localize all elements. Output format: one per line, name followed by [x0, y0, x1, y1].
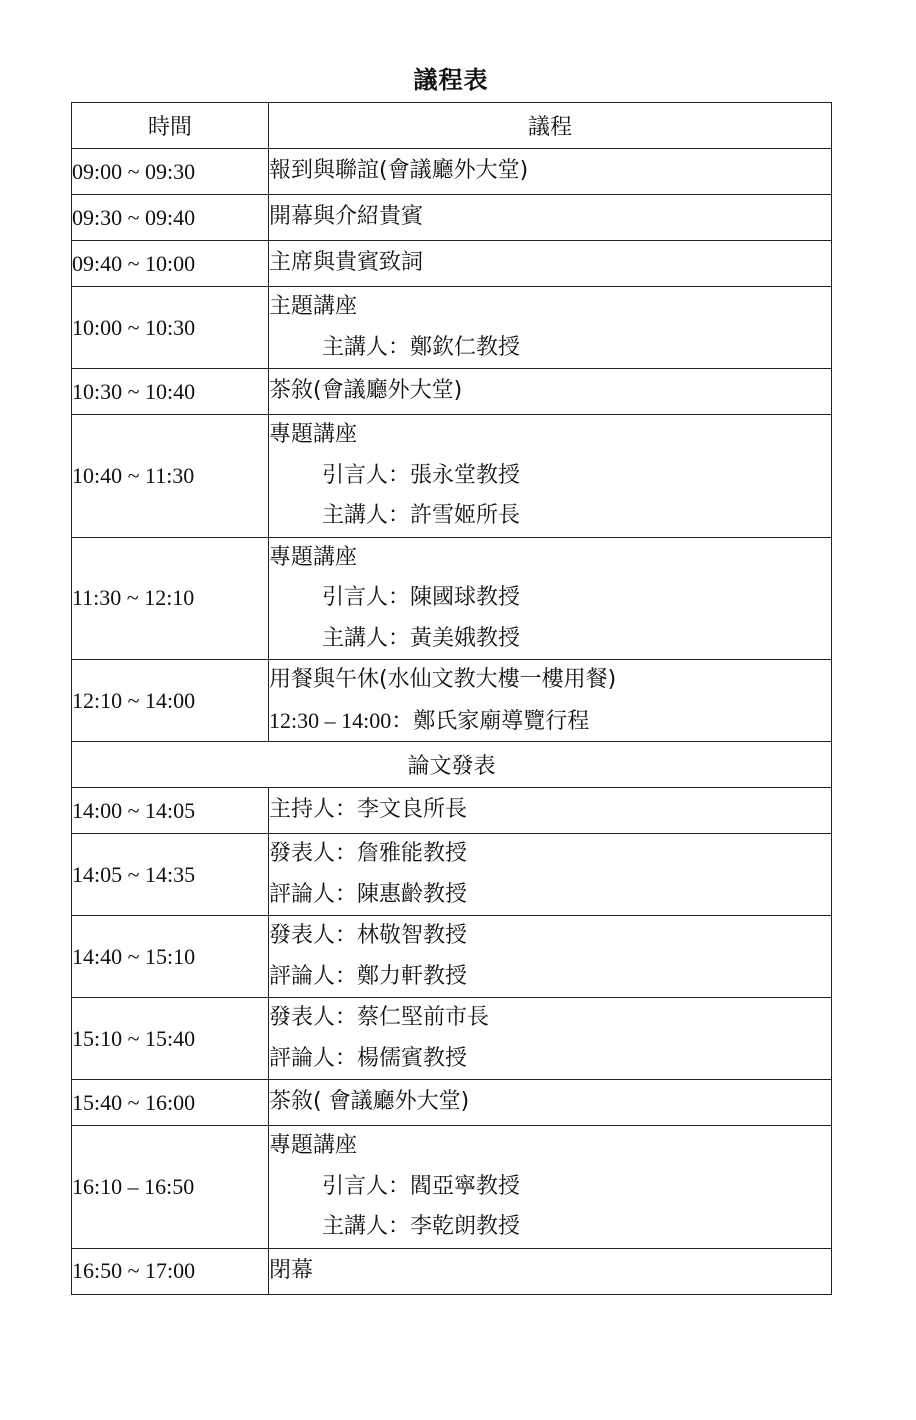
time-cell: 10:40 ~ 11:30: [72, 415, 269, 538]
time-cell: 14:40 ~ 15:10: [72, 916, 269, 998]
section-title: 論文發表: [72, 742, 832, 788]
agenda-line: 引言人：陳國球教授: [322, 585, 521, 610]
agenda-line: 茶敘( 會議廳外大堂): [269, 1089, 470, 1115]
agenda-line: 評論人：鄭力軒教授: [269, 963, 468, 989]
agenda-line: 發表人：林敬智教授: [269, 923, 468, 948]
time-cell: 16:50 ~ 17:00: [72, 1248, 269, 1294]
agenda-cell: [269, 415, 832, 538]
agenda-cell: [269, 1248, 832, 1294]
agenda-cell: [269, 1126, 832, 1249]
agenda-line: 主席與貴賓致詞: [269, 250, 424, 276]
table-row: [72, 149, 832, 195]
table-row: [72, 1126, 832, 1249]
agenda-line: 專題講座: [269, 544, 358, 570]
table-row: [72, 369, 832, 415]
agenda-line: 發表人：蔡仁堅前市長: [269, 1005, 490, 1030]
section-row: [72, 742, 832, 788]
agenda-line: 主講人：許雪姬所長: [322, 503, 521, 528]
agenda-line: 閉幕: [269, 1257, 314, 1283]
agenda-line: 發表人：詹雅能教授: [269, 841, 468, 866]
table-row: [72, 788, 832, 834]
agenda-table: [71, 102, 832, 1295]
time-cell: 09:40 ~ 10:00: [72, 241, 269, 287]
table-row: [72, 834, 832, 916]
table-row: [72, 287, 832, 369]
agenda-line: 主題講座: [269, 294, 358, 319]
table-header-row: [72, 103, 832, 149]
agenda-line: 12:30 – 14:00：鄭氏家廟導覽行程: [269, 707, 590, 733]
time-cell: 10:00 ~ 10:30: [72, 287, 269, 369]
time-cell: 11:30 ~ 12:10: [72, 537, 269, 660]
table-row: [72, 660, 832, 742]
table-row: [72, 537, 832, 660]
table-row: [72, 195, 832, 241]
agenda-line: 主講人：李乾朗教授: [322, 1214, 521, 1239]
agenda-line: 主講人：鄭欽仁教授: [322, 334, 521, 360]
agenda-line: 評論人：楊儒賓教授: [269, 1045, 468, 1071]
time-cell: 14:05 ~ 14:35: [72, 834, 269, 916]
agenda-line: 用餐與午休(水仙文教大樓一樓用餐): [269, 667, 617, 692]
table-row: [72, 916, 832, 998]
agenda-cell: [269, 916, 832, 998]
agenda-line: 開幕與介紹貴賓: [269, 204, 424, 230]
table-row: [72, 998, 832, 1080]
agenda-line: 報到與聯誼(會議廳外大堂): [269, 158, 529, 184]
column-header-time: 時間: [72, 103, 269, 149]
agenda-line: 評論人：陳惠齡教授: [269, 881, 468, 907]
time-cell: 15:10 ~ 15:40: [72, 998, 269, 1080]
agenda-line: 專題講座: [269, 422, 358, 447]
agenda-line: 茶敘(會議廳外大堂): [269, 378, 463, 404]
agenda-cell: [269, 998, 832, 1080]
agenda-line: 引言人：閻亞寧教授: [322, 1173, 521, 1199]
agenda-cell: [269, 287, 832, 369]
time-cell: 10:30 ~ 10:40: [72, 369, 269, 415]
time-cell: 14:00 ~ 14:05: [72, 788, 269, 834]
column-header-agenda: 議程: [269, 103, 832, 149]
agenda-line: 引言人：張永堂教授: [322, 462, 521, 488]
agenda-line: 主持人：李文良所長: [269, 797, 468, 823]
time-cell: 15:40 ~ 16:00: [72, 1080, 269, 1126]
agenda-line: 主講人：黃美娥教授: [322, 625, 521, 651]
agenda-cell: [269, 660, 832, 742]
table-row: [72, 415, 832, 538]
agenda-cell: [269, 195, 832, 241]
time-cell: 09:30 ~ 09:40: [72, 195, 269, 241]
page-title: 議程表: [413, 66, 489, 94]
agenda-cell: [269, 1080, 832, 1126]
time-cell: 09:00 ~ 09:30: [72, 149, 269, 195]
table-row: [72, 241, 832, 287]
table-row: [72, 1080, 832, 1126]
agenda-cell: [269, 149, 832, 195]
time-cell: 12:10 ~ 14:00: [72, 660, 269, 742]
table-row: [72, 1248, 832, 1294]
time-cell: 16:10 – 16:50: [72, 1126, 269, 1249]
agenda-cell: [269, 369, 832, 415]
agenda-cell: [269, 241, 832, 287]
agenda-line: 專題講座: [269, 1133, 358, 1158]
agenda-body: [72, 149, 832, 1295]
agenda-cell: [269, 834, 832, 916]
agenda-cell: [269, 537, 832, 660]
agenda-cell: [269, 788, 832, 834]
